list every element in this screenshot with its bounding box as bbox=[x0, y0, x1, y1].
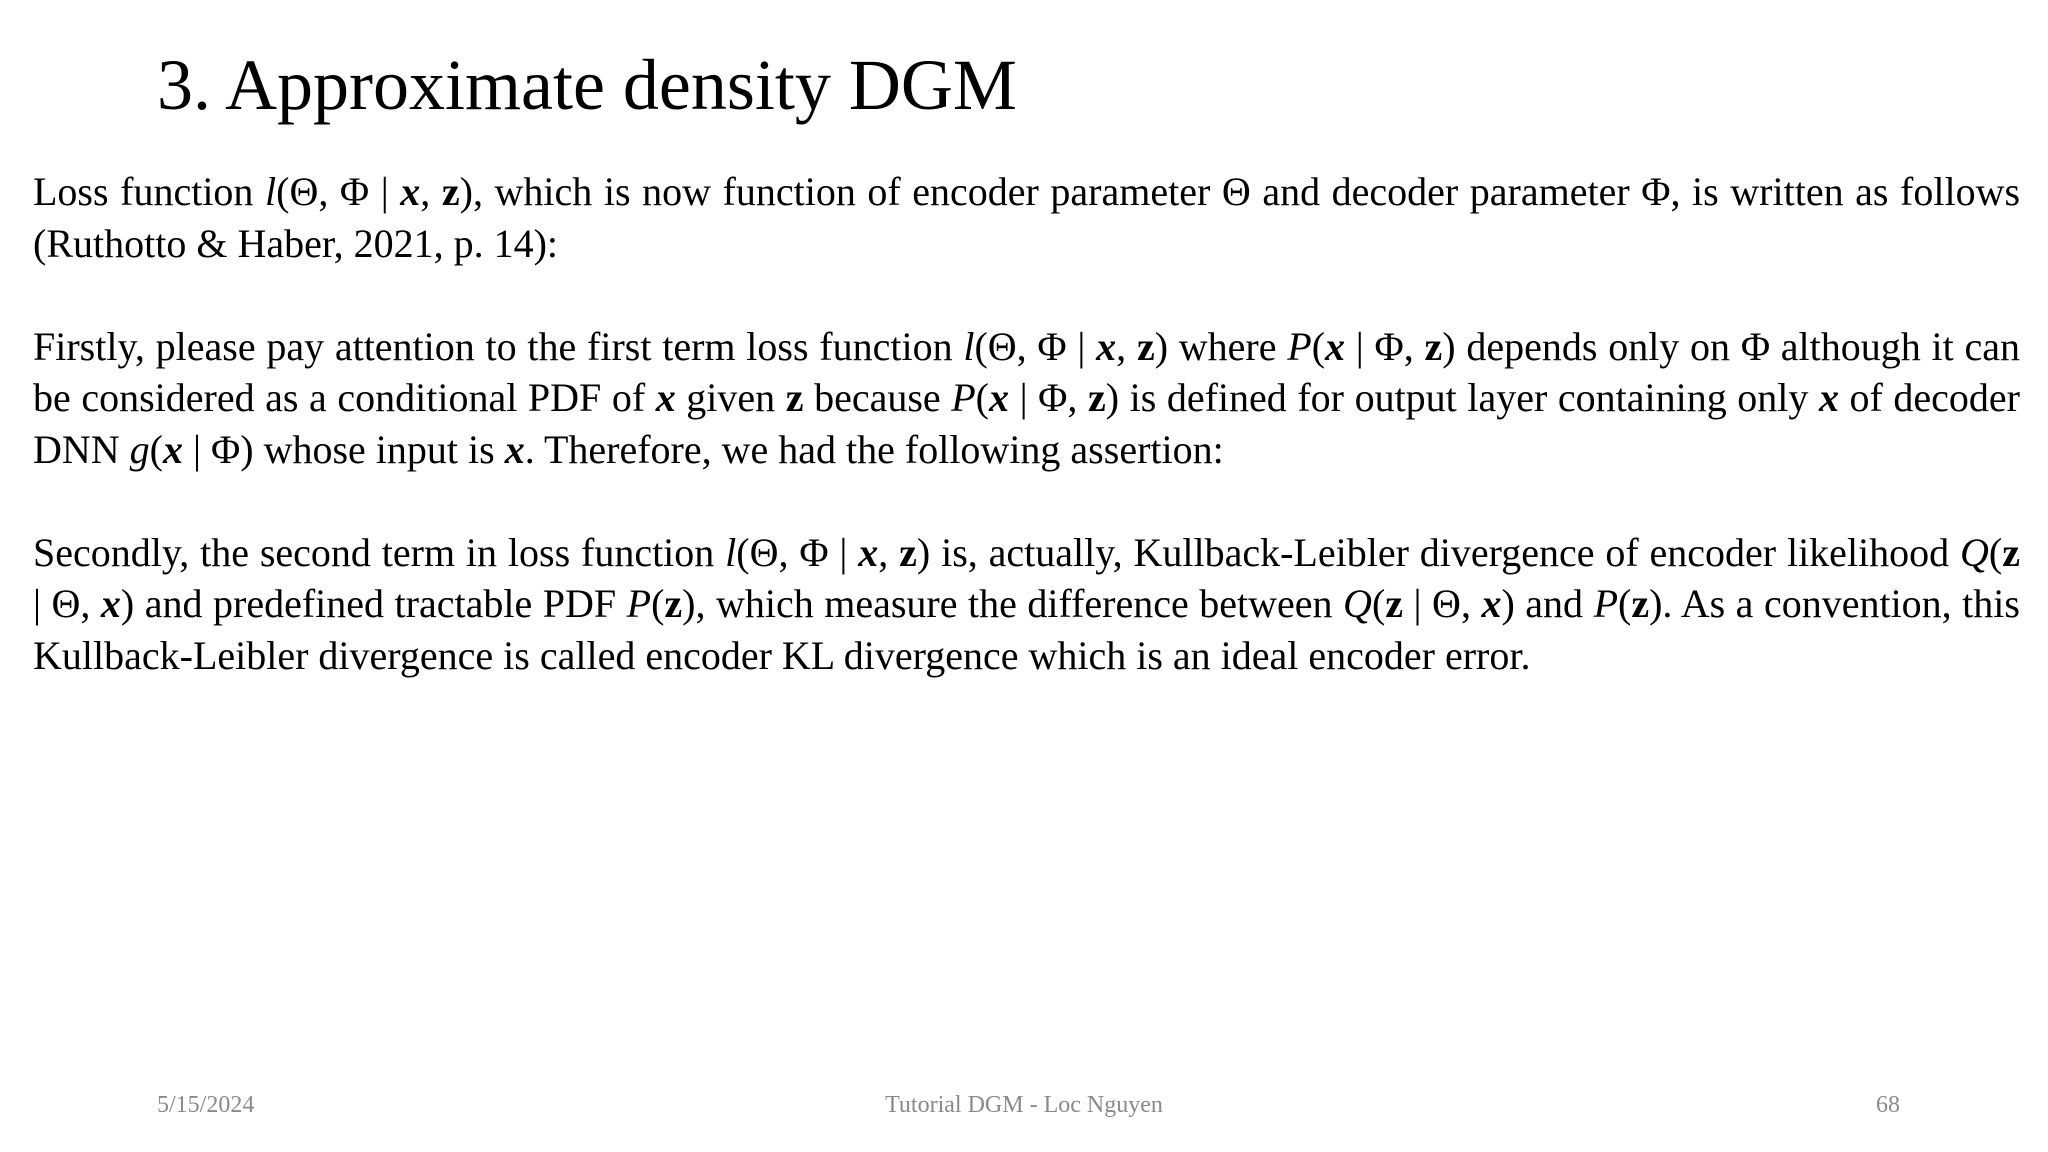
footer-title: Tutorial DGM - Loc Nguyen bbox=[885, 1092, 1163, 1118]
paragraph-second-term: Secondly, the second term in loss function l(Θ, Φ | x, z) is, actually, Kullback-Leibler divergence of encoder likelihood Q(z | Θ, x) and predefined tractable PDF P(z), which measure the difference between Q(z | Θ, x) and P(z). As a convention, this Kullback-Leibler divergence is called encoder KL divergence which is an ideal encoder error. bbox=[33, 529, 2021, 678]
slide-body bbox=[33, 166, 2020, 733]
slide-title: 3. Approximate density DGM bbox=[157, 45, 1017, 125]
footer-date: 5/15/2024 bbox=[157, 1092, 255, 1118]
paragraph-first-term: Firstly, please pay attention to the first term loss function l(Θ, Φ | x, z) where P(x | Φ, z) depends only on Φ although it can be considered as a conditional PDF of x given z because P(x | Φ, z) is defined for output layer containing only x of decoder DNN g(x | Φ) whose input is x. Therefore, we had the following assertion: bbox=[33, 323, 2021, 472]
footer-page-number: 68 bbox=[1876, 1092, 1900, 1118]
paragraph-loss-function: Loss function l(Θ, Φ | x, z), which is now function of encoder parameter Θ and decoder parameter Φ, is written as follows (Ruthotto & Haber, 2021, p. 14): bbox=[33, 169, 2021, 266]
